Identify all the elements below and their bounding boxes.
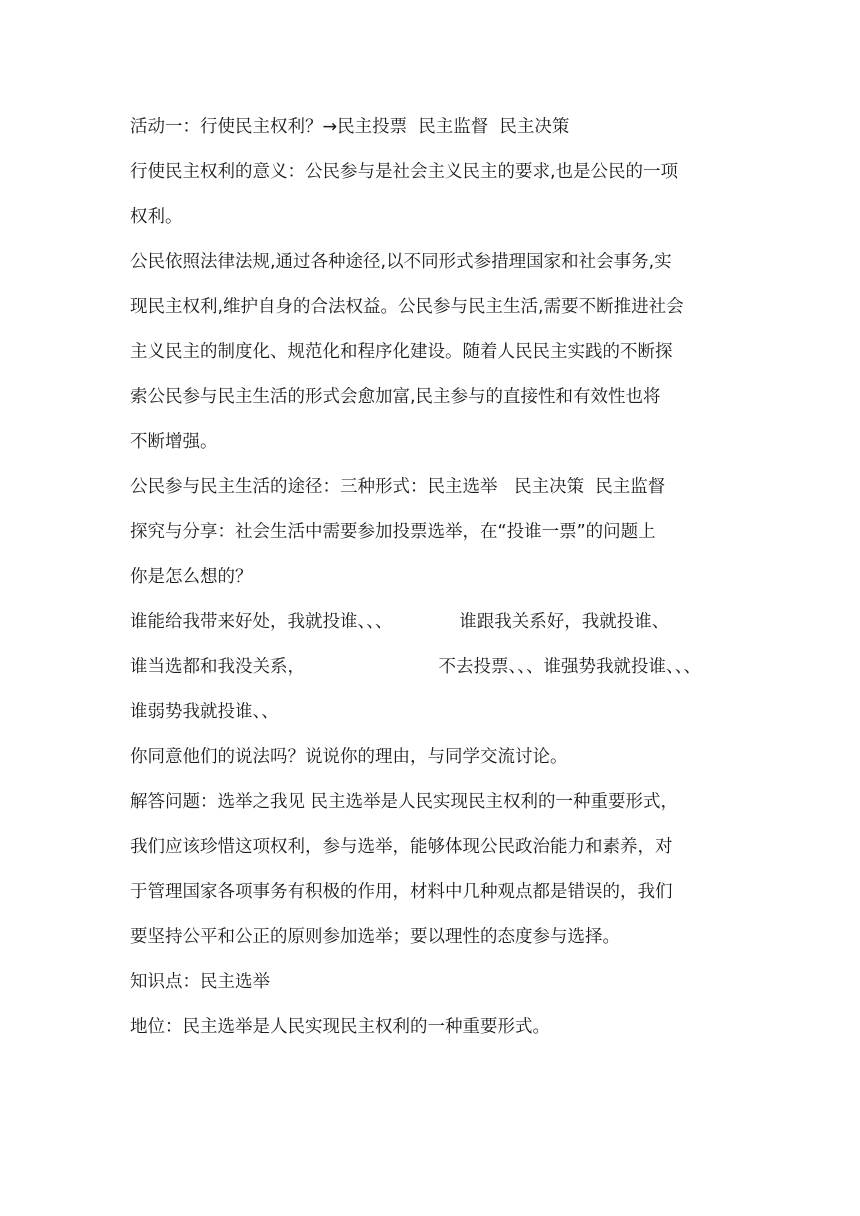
paragraph-line: 地位：民主选举是人民实现民主权利的一种重要形式。 <box>130 1017 550 1037</box>
paragraph-line: 于管理国家各项事务有积极的作用，材料中几种观点都是错误的，我们 <box>130 882 673 902</box>
activity-heading: 活动一：行使民主权利？→民主投票 民主监督 民主决策 <box>130 117 570 137</box>
paragraph-line: 行使民主权利的意义：公民参与是社会主义民主的要求,也是公民的一项 <box>130 162 679 182</box>
paragraph-line: 权利。 <box>130 207 183 227</box>
paragraph-line: 你是怎么想的？ <box>130 567 253 587</box>
paragraph-line: 公民参与民主生活的途径：三种形式：民主选举 民主决策 民主监督 <box>130 477 666 497</box>
paragraph-line: 解答问题：选举之我见 民主选举是人民实现民主权利的一种重要形式， <box>130 792 679 812</box>
paragraph-line: 谁弱势我就投谁、、 <box>130 702 279 722</box>
paragraph-line: 我们应该珍惜这项权利，参与选举，能够体现公民政治能力和素养，对 <box>130 837 673 857</box>
paragraph-line: 主义民主的制度化、规范化和程序化建设。随着人民民主实践的不断探 <box>130 342 673 362</box>
paragraph-line: 谁当选都和我没关系， 不去投票、、、谁强势我就投谁、、、 <box>130 657 702 677</box>
knowledge-point-heading: 知识点：民主选举 <box>130 972 270 992</box>
paragraph-line: 索公民参与民主生活的形式会愈加富,民主参与的直接性和有效性也将 <box>130 387 661 407</box>
paragraph-line: 现民主权利,维护自身的合法权益。公民参与民主生活,需要不断推进社会 <box>130 297 684 317</box>
paragraph-line: 探究与分享：社会生活中需要参加投票选举，在“投谁一票”的问题上 <box>130 522 656 542</box>
paragraph-line: 要坚持公平和公正的原则参加选举；要以理性的态度参与选择。 <box>130 927 620 947</box>
paragraph-line: 谁能给我带来好处，我就投谁、、、 谁跟我关系好，我就投谁、 <box>130 612 670 632</box>
paragraph-line: 你同意他们的说法吗？说说你的理由，与同学交流讨论。 <box>130 747 568 767</box>
paragraph-line: 公民依照法律法规,通过各种途径,以不同形式参措理国家和社会事务,实 <box>130 252 672 272</box>
paragraph-line: 不断增强。 <box>130 432 218 452</box>
